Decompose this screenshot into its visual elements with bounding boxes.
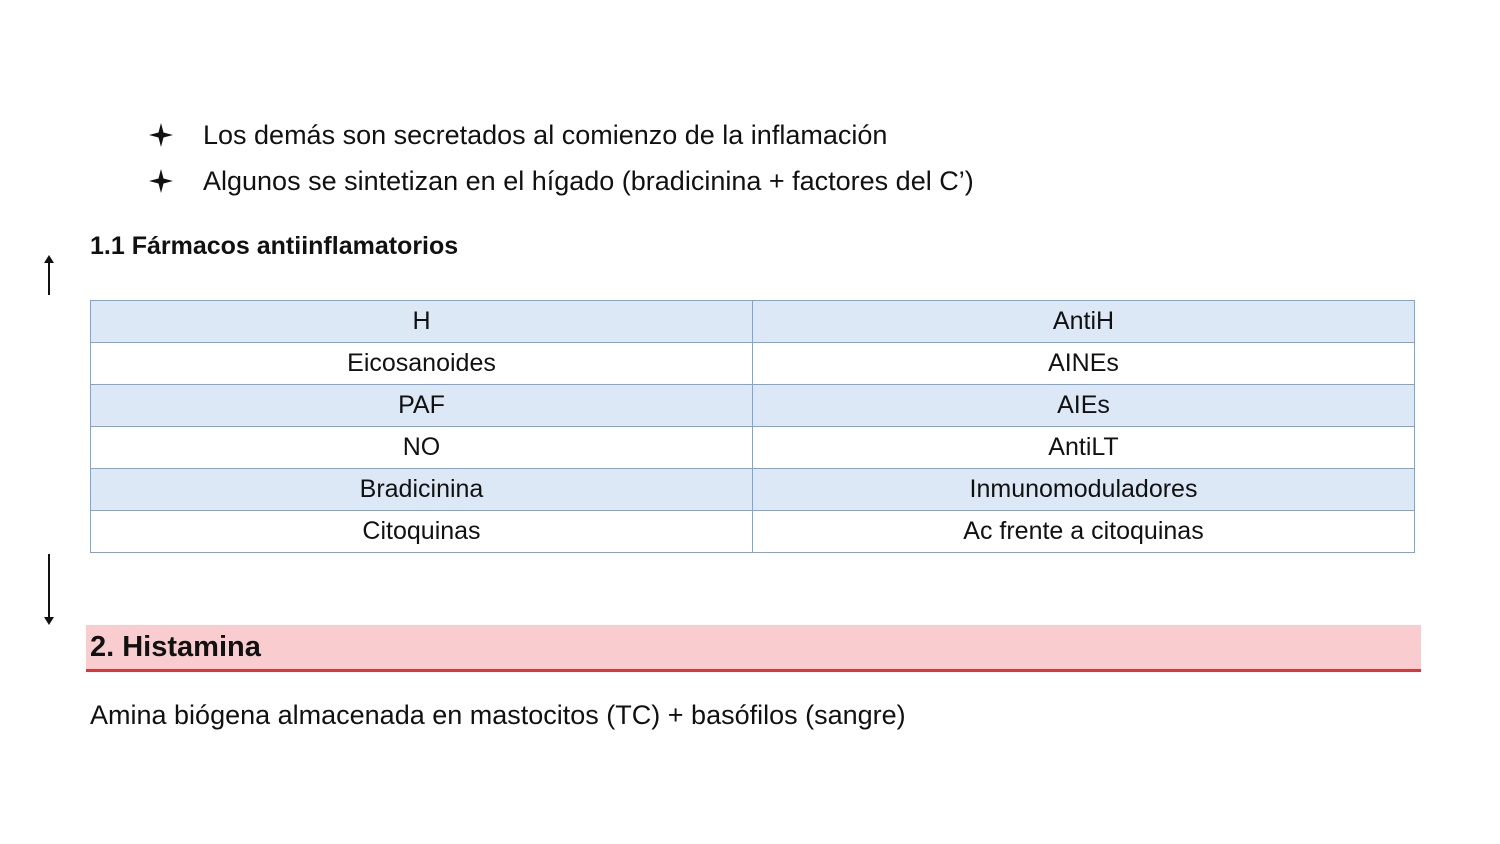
table-row <box>91 469 1415 511</box>
table-cell: Citoquinas <box>91 511 753 553</box>
table-row <box>91 385 1415 427</box>
table-row <box>91 343 1415 385</box>
body-paragraph: Amina biógena almacenada en mastocitos (TC) + basófilos (sangre) <box>90 700 906 730</box>
table-row <box>91 511 1415 553</box>
table-cell: AntiLT <box>753 427 1415 469</box>
table-cell: Ac frente a citoquinas <box>753 511 1415 553</box>
bullet-text: Los demás son secretados al comienzo de la inflamación <box>203 119 888 150</box>
table-cell: Eicosanoides <box>91 343 753 385</box>
bullet-item <box>148 158 974 204</box>
table-cell: NO <box>91 427 753 469</box>
table-row <box>91 301 1415 343</box>
table-cell: Inmunomoduladores <box>753 469 1415 511</box>
bullet-text: Algunos se sintetizan en el hígado (bradicinina + factores del C’) <box>203 165 974 196</box>
bullet-list <box>148 112 974 204</box>
arrow-down-icon <box>42 553 56 632</box>
four-point-star-icon <box>148 168 174 194</box>
table-cell: H <box>91 301 753 343</box>
bullet-item <box>148 112 974 158</box>
drug-table <box>90 300 1415 553</box>
four-point-star-icon <box>148 122 174 148</box>
table-cell: Bradicinina <box>91 469 753 511</box>
table-cell: AntiH <box>753 301 1415 343</box>
table-cell: AINEs <box>753 343 1415 385</box>
table-row <box>91 427 1415 469</box>
section-2-heading-band <box>86 625 1421 672</box>
section-2-heading: 2. Histamina <box>90 631 261 663</box>
table-cell: PAF <box>91 385 753 427</box>
arrow-up-icon <box>42 254 56 301</box>
section-heading: 1.1 Fármacos antiinflamatorios <box>90 232 459 260</box>
table-cell: AIEs <box>753 385 1415 427</box>
